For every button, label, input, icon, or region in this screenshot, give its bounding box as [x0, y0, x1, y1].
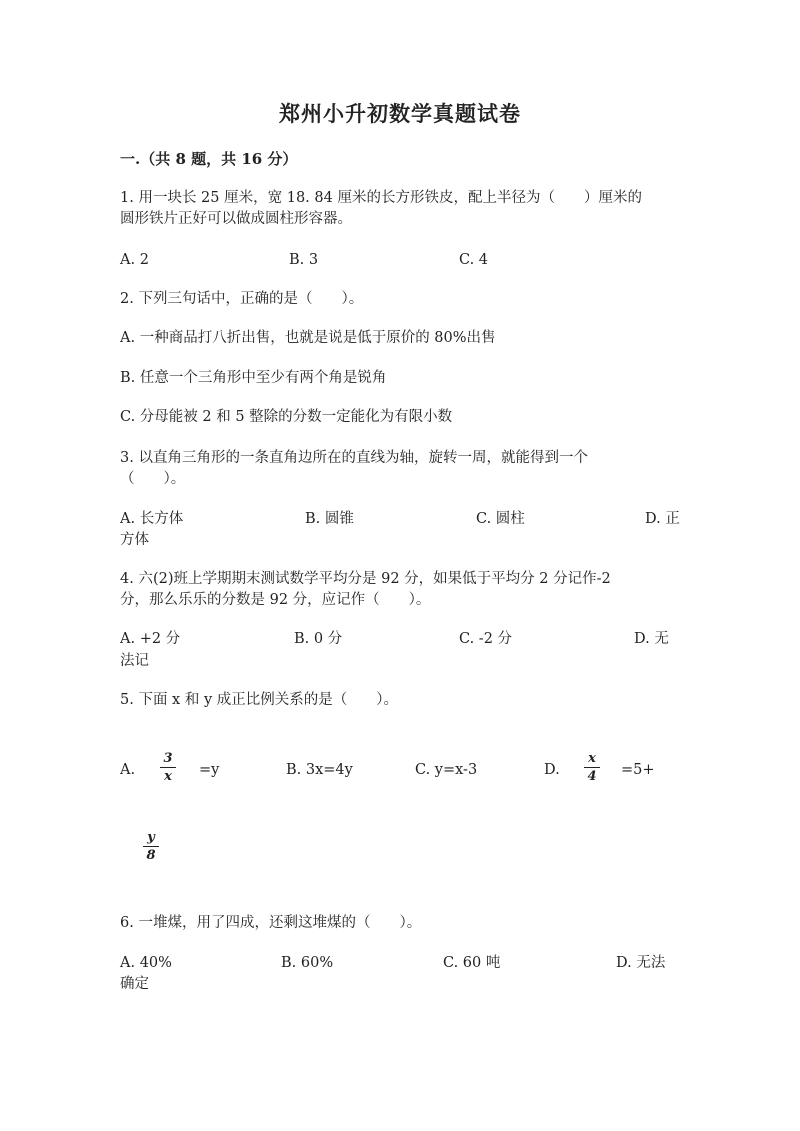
question-3-option-b: B. 圆锥 — [305, 511, 354, 527]
question-3-line-2: （ ）。 — [120, 471, 186, 487]
question-4-option-d: D. 无 — [634, 631, 669, 647]
question-4-option-b: B. 0 分 — [294, 631, 343, 647]
fraction-denominator: 8 — [146, 848, 156, 863]
section-heading: 一.（共 8 题，共 16 分） — [120, 150, 298, 168]
fraction-numerator: 3 — [163, 751, 173, 766]
question-3-line-1: 3. 以直角三角形的一条直角边所在的直线为轴，旋转一周，就能得到一个 — [120, 450, 588, 466]
question-6-option-a: A. 40% — [120, 955, 172, 971]
question-2-line-1: 2. 下列三句话中，正确的是（ ）。 — [120, 291, 364, 307]
question-4-line-2: 分，那么乐乐的分数是 92 分，应记作（ ）。 — [120, 592, 431, 608]
page-title: 郑州小升初数学真题试卷 — [279, 101, 521, 126]
question-2-option-b: B. 任意一个三角形中至少有两个角是锐角 — [120, 370, 387, 386]
fraction-bar — [160, 767, 176, 768]
question-6-option-b: B. 60% — [281, 955, 334, 971]
question-5-option-d-tail: =5+ — [621, 762, 655, 778]
question-5-option-d-fraction — [584, 751, 600, 784]
question-1-line-1: 1. 用一块长 25 厘米，宽 18. 84 厘米的长方形铁皮，配上半径为（ ）厘米的 — [120, 190, 642, 206]
question-6-option-c: C. 60 吨 — [443, 955, 501, 971]
question-5-option-d-label: D. — [544, 762, 560, 778]
question-2-option-c: C. 分母能被 2 和 5 整除的分数一定能化为有限小数 — [120, 409, 453, 425]
fraction-numerator: x — [588, 751, 596, 766]
question-4-option-c: C. -2 分 — [459, 631, 513, 647]
question-4-option-a: A. +2 分 — [120, 631, 181, 647]
question-6-option-d: D. 无法 — [616, 955, 666, 971]
question-3-option-c: C. 圆柱 — [476, 511, 525, 527]
question-1-option-c: C. 4 — [459, 252, 489, 268]
question-1-option-b: B. 3 — [289, 252, 319, 268]
question-5-option-b: B. 3x=4y — [286, 762, 353, 778]
question-5-option-a-tail: =y — [199, 762, 220, 778]
fraction-numerator: y — [147, 830, 155, 845]
fraction-bar — [143, 846, 159, 847]
question-5-option-d-fraction-wrap — [143, 830, 159, 863]
question-5-option-a-label: A. — [120, 762, 136, 778]
question-5-line-1: 5. 下面 x 和 y 成正比例关系的是（ ）。 — [120, 692, 398, 708]
question-3-option-a: A. 长方体 — [120, 511, 184, 527]
question-4-line-1: 4. 六(2)班上学期期末测试数学平均分是 92 分，如果低于平均分 2 分记作-2 — [120, 571, 611, 587]
fraction-bar — [584, 767, 600, 768]
question-5-option-c: C. y=x-3 — [415, 762, 478, 778]
question-5-option-a-fraction — [160, 751, 176, 784]
fraction-denominator: x — [164, 769, 172, 784]
question-1-line-2: 圆形铁片正好可以做成圆柱形容器。 — [120, 211, 352, 227]
question-1-option-a: A. 2 — [120, 252, 149, 268]
question-3-option-d: D. 正 — [645, 511, 680, 527]
question-2-option-a: A. 一种商品打八折出售，也就是说是低于原价的 80%出售 — [120, 330, 496, 346]
question-3-option-d-wrap: 方体 — [120, 532, 149, 548]
question-6-line-1: 6. 一堆煤，用了四成，还剩这堆煤的（ ）。 — [120, 915, 422, 931]
question-6-option-d-wrap: 确定 — [120, 976, 149, 992]
question-4-option-d-wrap: 法记 — [120, 653, 149, 669]
fraction-denominator: 4 — [587, 769, 597, 784]
